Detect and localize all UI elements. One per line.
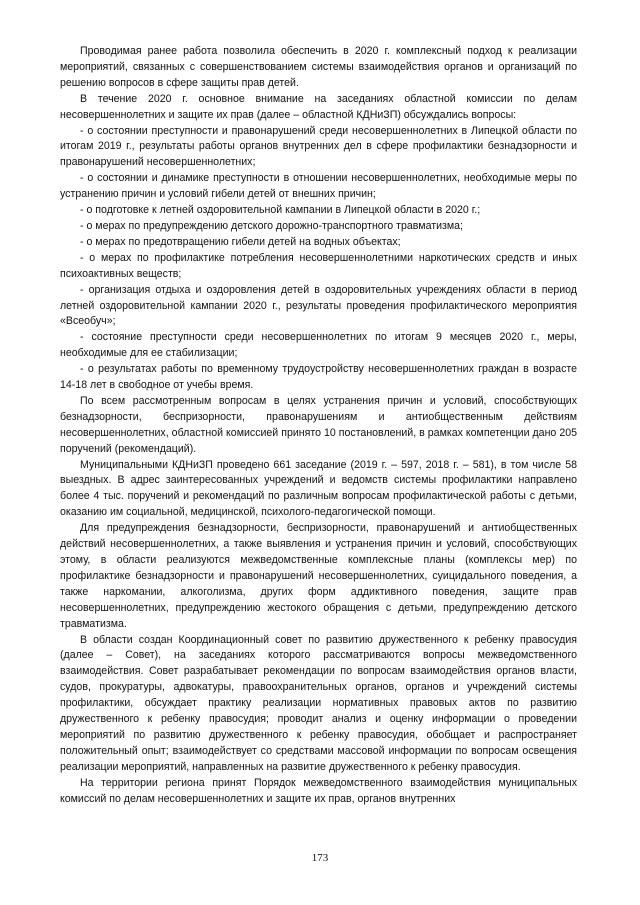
paragraph-7: На территории региона принят Порядок межведомственного взаимодействия муниципальных комиссий по делам несовершеннолетних и защите их прав, органов внутренних — [60, 776, 577, 805]
paragraph-6: В области создан Координационный совет по развитию дружественного к ребенку правосудия (далее – Совет), на заседаниях которого рассматриваются вопросы межведомственного взаимодействия. Совет разрабатывает рекомендации по вопросам взаимодействия органов власти, судов, прокуратуры, адвокатуры, правоохранительных органов, органов и учреждений системы профилактики, обсуждает практику реализации нормативных правовых актов по развитию дружественного к ребенку правосудия; проводит анализ и оценку информации о проведении мероприятий по развитию дружественного к ребенку правосудия, обобщает и распространяет положительный опыт; взаимодействует со средствами массовой информации по вопросам освещения реализации мероприятий, направленных на развитие дружественного к ребенку правосудия. — [60, 633, 577, 773]
paragraph-2: В течение 2020 г. основное внимание на заседаниях областной комиссии по делам несовершеннолетних и защите их прав (далее – областной КДНиЗП) обсуждались вопросы: — [60, 92, 577, 121]
list-item-7: - организация отдыха и оздоровления детей в оздоровительных учреждениях области в период летней оздоровительной кампании 2020 г., результаты проведения профилактического мероприятия «Всеобуч»; — [60, 283, 577, 328]
paragraph-1: Проводимая ранее работа позволила обеспечить в 2020 г. комплексный подход к реализации мероприятий, связанных с совершенствованием системы взаимодействия органов и организаций по решению вопросов в сфере защиты прав детей. — [60, 45, 577, 89]
list-item-6: - о мерах по профилактике потребления несовершеннолетними наркотических средств и иных психоактивных веществ; — [60, 251, 577, 280]
body-text — [60, 44, 577, 808]
list-item-3: - о подготовке к летней оздоровительной кампании в Липецкой области в 2020 г.; — [80, 204, 481, 217]
list-item-9: - о результатах работы по временному трудоустройству несовершеннолетних граждан в возрасте 14-18 лет в свободное от учебы время. — [60, 363, 577, 392]
list-item-2: - о состоянии и динамике преступности в отношении несовершеннолетних, необходимые меры по устранению причин и условий гибели детей от внешних причин; — [60, 172, 577, 201]
paragraph-3: По всем рассмотренным вопросам в целях устранения причин и условий, способствующих безнадзорности, беспризорности, правонарушениям и антиобщественным действиям несовершеннолетних, областной комиссией принято 10 постановлений, в рамках компетенции дано 205 поручений (рекомендаций). — [60, 394, 577, 455]
list-item-5: - о мерах по предотвращению гибели детей на водных объектах; — [80, 235, 401, 248]
page-number: 173 — [311, 852, 329, 864]
list-item-8: - состояние преступности среди несовершеннолетних по итогам 9 месяцев 2020 г., меры, необходимые для ее стабилизации; — [60, 331, 577, 360]
paragraph-5: Для предупреждения безнадзорности, беспризорности, правонарушений и антиобщественных действий несовершеннолетних, а также выявления и устранения причин и условий, способствующих этому, в области реализуются межведомственные комплексные планы (комплексы мер) по профилактике безнадзорности и правонарушений несовершеннолетних, суицидального поведения, а также наркомании, алкоголизма, других форм аддиктивного поведения, защите прав несовершеннолетних, предупреждению жестокого обращения с детьми, предупреждению детского травматизма. — [60, 522, 577, 630]
list-item-1: - о состоянии преступности и правонарушений среди несовершеннолетних в Липецкой области по итогам 2019 г., результаты работы органов внутренних дел в сфере профилактики безнадзорности и правонарушений несовершеннолетних; — [60, 124, 577, 169]
list-item-4: - о мерах по предупреждению детского дорожно-транспортного травматизма; — [80, 219, 463, 232]
paragraph-4: Муниципальными КДНиЗП проведено 661 заседание (2019 г. – 597, 2018 г. – 581), в том числе 58 выездных. В адрес заинтересованных учреждений и ведомств системы профилактики направлено более 4 тыс. поручений и рекомендаций по различным вопросам профилактической работы с детьми, оказанию им социальной, медицинской, психолого-педагогической помощи. — [60, 458, 577, 519]
